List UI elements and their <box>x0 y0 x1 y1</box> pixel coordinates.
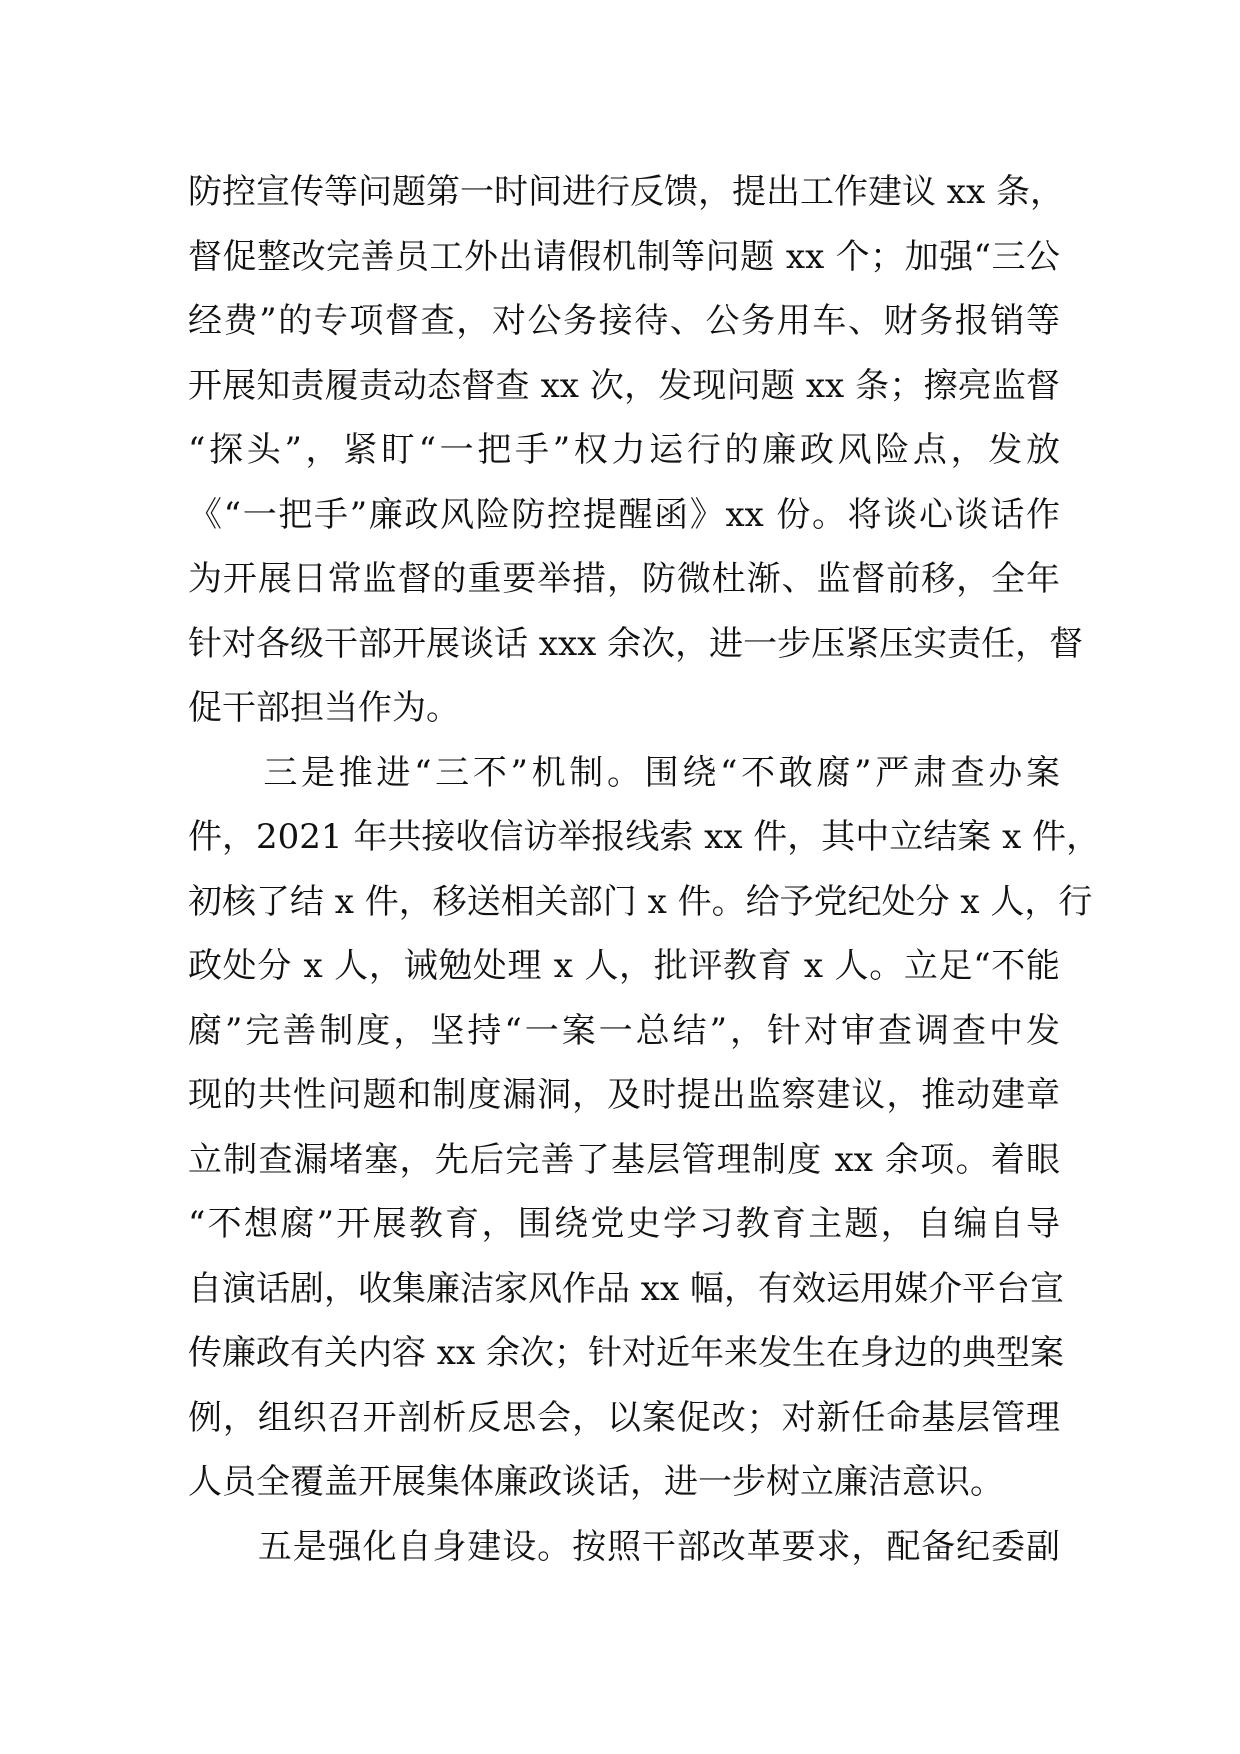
text-line: 经费”的专项督查，对公务接待、公务用车、财务报销等 <box>188 301 1060 341</box>
text-line: 人员全覆盖开展集体廉政谈话，进一步树立廉洁意识。 <box>188 1462 1004 1502</box>
text-line: “探头”，紧盯“一把手”权力运行的廉政风险点，发放 <box>188 430 1060 470</box>
text-line: 三是推进“三不”机制。围绕“不敢腐”严肃查办案 <box>188 752 1060 793</box>
text-line: 传廉政有关内容 xx 余次；针对近年来发生在身边的典型案 <box>188 1333 1064 1373</box>
text-line: 立制查漏堵塞，先后完善了基层管理制度 xx 余项。着眼 <box>188 1139 1060 1180</box>
text-line: 针对各级干部开展谈话 xxx 余次，进一步压紧压实责任，督 <box>188 623 1084 664</box>
text-line: 腐”完善制度，坚持“一案一总结”，针对审查调查中发 <box>188 1010 1060 1051</box>
text-line: 防控宣传等问题第一时间进行反馈，提出工作建议 xx 条， <box>188 172 1064 212</box>
text-line: 开展知责履责动态督查 xx 次，发现问题 xx 条；擦亮监督 <box>188 365 1060 406</box>
text-line: “不想腐”开展教育，围绕党史学习教育主题，自编自导 <box>188 1204 1060 1244</box>
text-line: 《“一把手”廉政风险防控提醒函》xx 份。将谈心谈话作 <box>188 494 1060 535</box>
text-line: 督促整改完善员工外出请假机制等问题 xx 个；加强“三公 <box>188 236 1060 277</box>
text-line: 五是强化自身建设。按照干部改革要求，配备纪委副 <box>188 1526 1060 1567</box>
text-line: 自演话剧，收集廉洁家风作品 xx 幅，有效运用媒介平台宣 <box>188 1268 1064 1309</box>
text-line: 现的共性问题和制度漏洞，及时提出监察建议，推动建章 <box>188 1075 1060 1115</box>
text-line: 例，组织召开剖析反思会，以案促改；对新任命基层管理 <box>188 1397 1060 1438</box>
document-body <box>188 160 1101 1579</box>
text-line: 为开展日常监督的重要举措，防微杜渐、监督前移，全年 <box>188 559 1060 599</box>
text-line: 促干部担当作为。 <box>188 688 460 728</box>
text-line: 政处分 x 人，诫勉处理 x 人，批评教育 x 人。立足“不能 <box>188 946 1060 986</box>
text-line: 初核了结 x 件，移送相关部门 x 件。给予党纪处分 x 人，行 <box>188 881 1093 922</box>
text-line: 件，2021 年共接收信访举报线索 xx 件，其中立结案 x 件， <box>188 817 1101 857</box>
